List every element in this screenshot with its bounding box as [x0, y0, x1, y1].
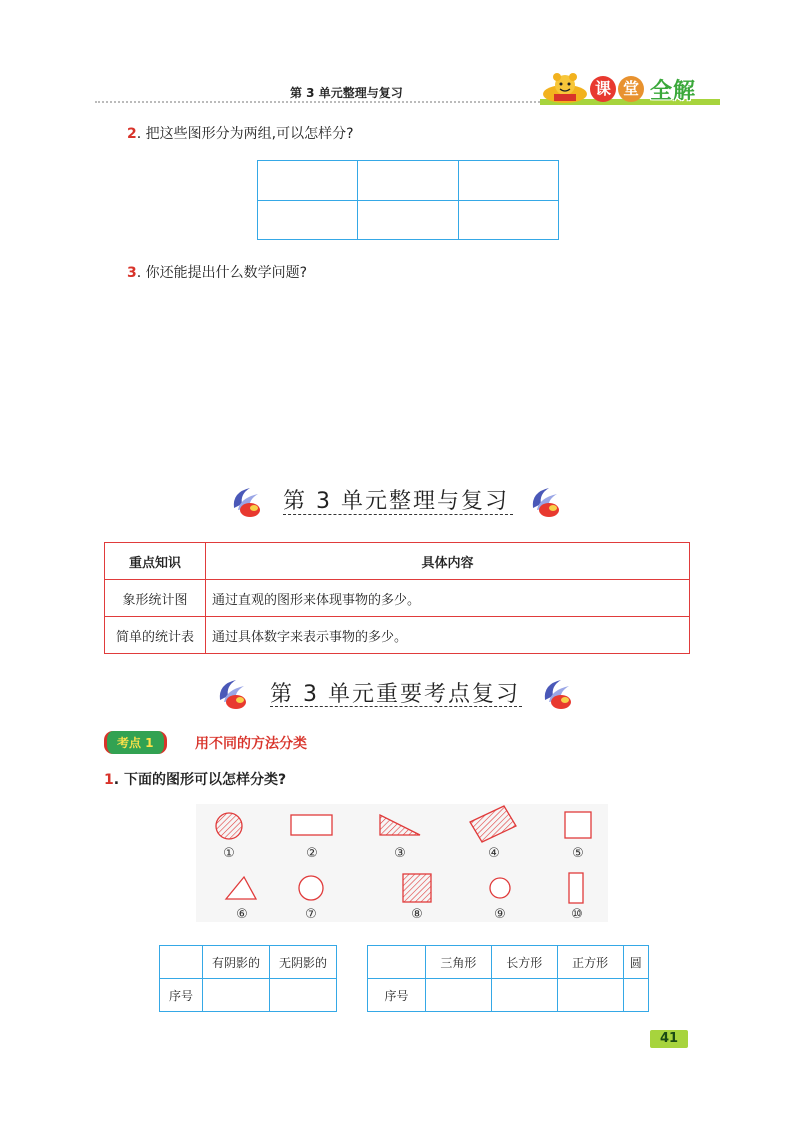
shading-table [159, 945, 337, 1012]
table-header: 圆 [623, 946, 648, 979]
question-text: . 你还能提出什么数学问题? [136, 265, 308, 281]
shape-label: ① [223, 846, 235, 861]
mascot-icon [540, 72, 590, 104]
row-label: 序号 [368, 979, 426, 1012]
logo-text: 全解 [650, 79, 697, 104]
answer-grid [257, 160, 559, 240]
shape-label: ⑨ [494, 907, 506, 922]
summary-table [104, 542, 690, 654]
logo-char-1: 课 [590, 76, 616, 102]
question-text: . 把这些图形分为两组,可以怎样分? [136, 126, 354, 142]
shape-label: ⑥ [236, 907, 248, 922]
shape-6-triangle [226, 877, 256, 899]
row-label: 序号 [160, 979, 203, 1012]
table-header: 正方形 [557, 946, 623, 979]
question-number: 2 [127, 126, 137, 142]
section-swirl-icon [539, 672, 579, 712]
section-title-underline [283, 514, 513, 515]
section-swirl-icon [214, 672, 254, 712]
section-swirl-icon [228, 480, 268, 520]
shape-10-rectangle [569, 873, 583, 903]
logo-char-2: 堂 [618, 76, 644, 102]
section-title: 第 3 单元重要考点复习 [270, 682, 520, 707]
section-title-underline [270, 706, 522, 707]
answer-cell[interactable] [491, 979, 557, 1012]
shape-2-rectangle [291, 815, 332, 835]
table-cell: 通过直观的图形来体现事物的多少。 [206, 580, 690, 617]
table-header: 无阴影的 [270, 946, 337, 979]
answer-cell[interactable] [458, 200, 558, 240]
question-number: 3 [127, 265, 137, 281]
running-header-title: 第 3 单元整理与复习 [290, 86, 403, 100]
shapes-figure [196, 804, 608, 922]
answer-cell[interactable] [258, 161, 358, 201]
table-cell: 象形统计图 [105, 580, 206, 617]
shape-9-circle [490, 878, 510, 898]
section-swirl-icon [527, 480, 567, 520]
shape-label: ⑧ [411, 907, 423, 922]
shape-label: ⑦ [305, 907, 317, 922]
table-header [160, 946, 203, 979]
question-3 [127, 262, 307, 282]
answer-cell[interactable] [426, 979, 492, 1012]
shape-type-table [367, 945, 649, 1012]
answer-cell[interactable] [458, 161, 558, 201]
kaodian-badge: 考点 1 [104, 731, 167, 754]
question-number: 1 [104, 772, 114, 788]
answer-cell[interactable] [557, 979, 623, 1012]
answer-cell[interactable] [623, 979, 648, 1012]
shape-1-hatched-circle [216, 813, 242, 839]
shape-label: ③ [394, 846, 406, 861]
table-cell: 通过具体数字来表示事物的多少。 [206, 617, 690, 654]
table-header: 三角形 [426, 946, 492, 979]
answer-cell[interactable] [358, 161, 458, 201]
shape-8-hatched-square [403, 874, 431, 902]
answer-cell[interactable] [258, 200, 358, 240]
shape-3-hatched-triangle [380, 815, 420, 835]
answer-cell[interactable] [358, 200, 458, 240]
answer-cell[interactable] [270, 979, 337, 1012]
section-title: 第 3 单元整理与复习 [283, 489, 509, 514]
table-cell: 简单的统计表 [105, 617, 206, 654]
shape-label: ④ [488, 846, 500, 861]
shape-4-hatched-rectangle [470, 806, 516, 842]
shape-label: ② [306, 846, 318, 861]
page-number: 41 [650, 1030, 688, 1048]
question-text: . 下面的图形可以怎样分类? [113, 772, 287, 788]
shape-label: ⑩ [571, 907, 583, 922]
table-header [368, 946, 426, 979]
question-1 [104, 769, 286, 789]
table-header: 有阴影的 [203, 946, 270, 979]
answer-cell[interactable] [203, 979, 270, 1012]
kaodian-title: 用不同的方法分类 [195, 736, 307, 752]
header-dotted-rule [95, 101, 540, 103]
shape-7-circle [299, 876, 323, 900]
shape-label: ⑤ [572, 846, 584, 861]
table-header: 具体内容 [206, 543, 690, 580]
table-header: 重点知识 [105, 543, 206, 580]
question-2 [127, 123, 354, 143]
table-header: 长方形 [491, 946, 557, 979]
shape-5-square [565, 812, 591, 838]
